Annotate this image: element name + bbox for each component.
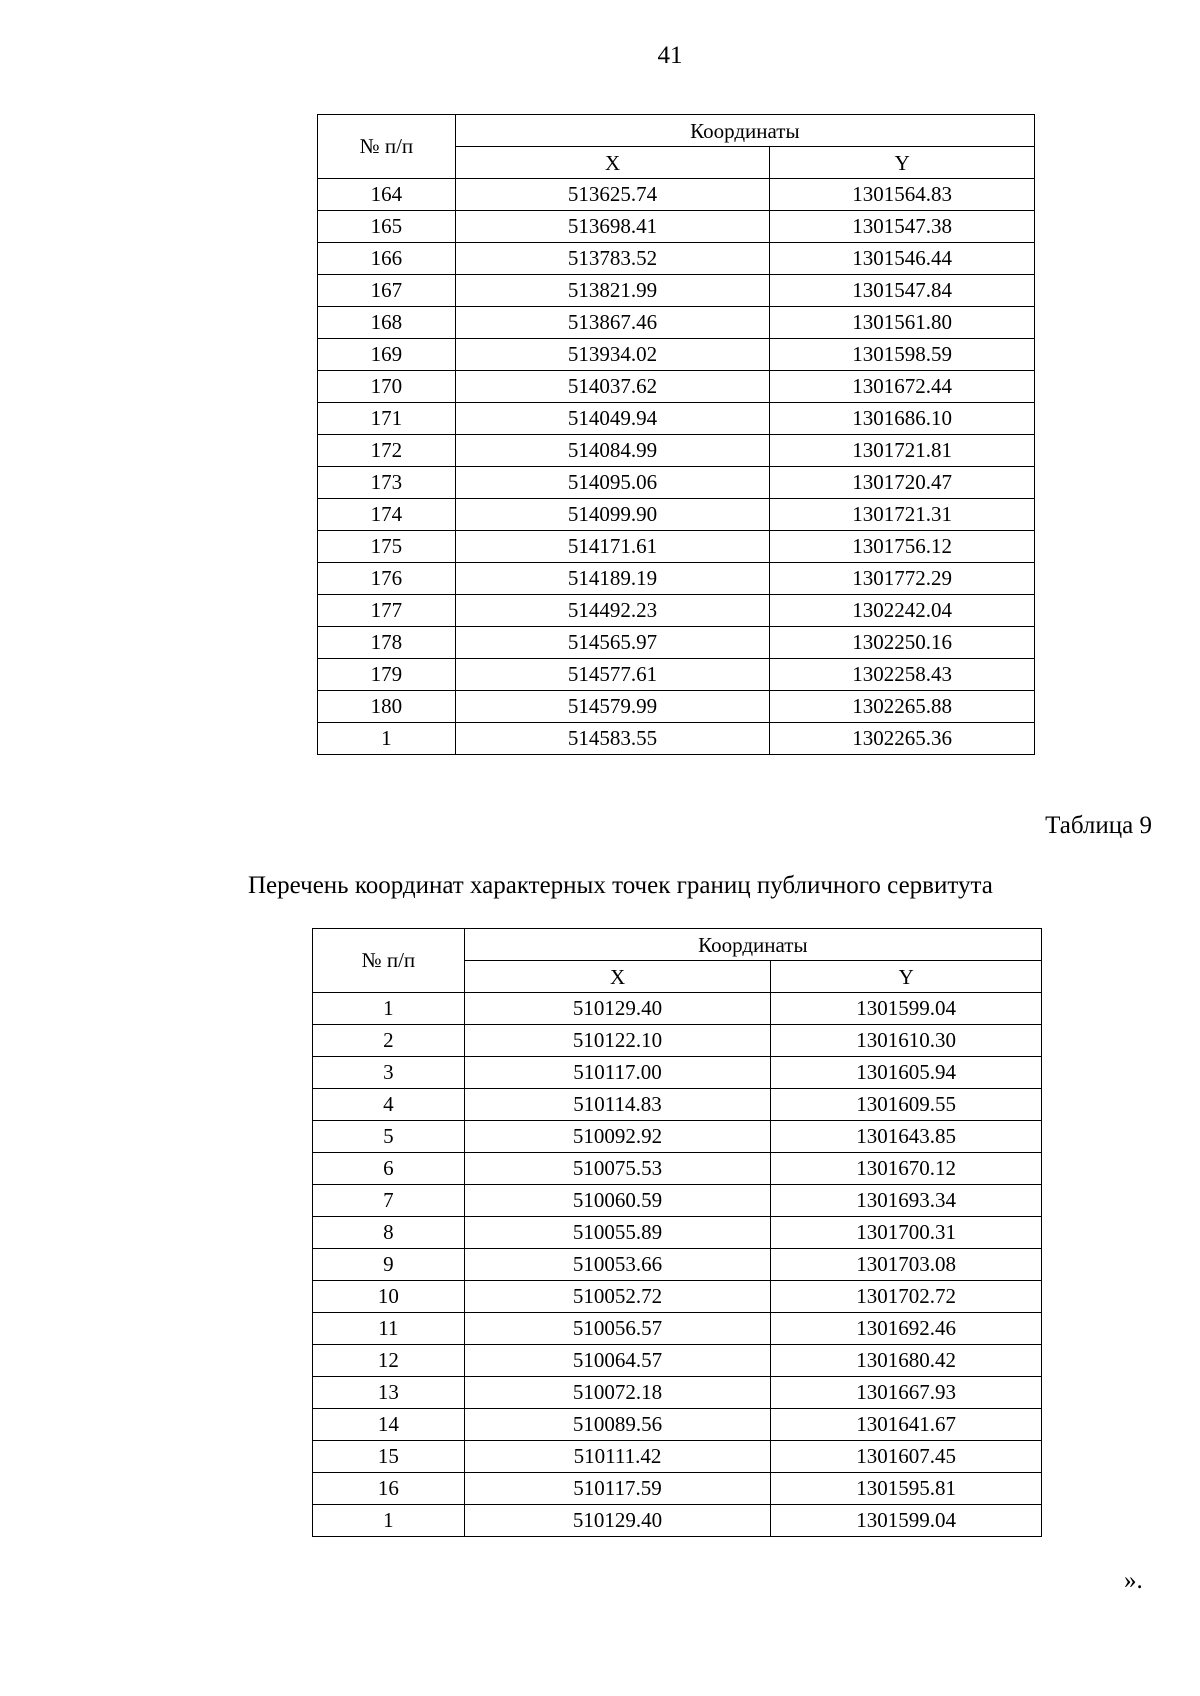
table-row bbox=[313, 1409, 1042, 1441]
y-coordinate-cell: 1301756.12 bbox=[770, 531, 1035, 563]
x-coordinate-cell: 513821.99 bbox=[455, 275, 770, 307]
table-row bbox=[318, 595, 1035, 627]
table-row bbox=[318, 211, 1035, 243]
y-coordinate-cell: 1301564.83 bbox=[770, 179, 1035, 211]
x-coordinate-cell: 513867.46 bbox=[455, 307, 770, 339]
point-number-cell: 13 bbox=[313, 1377, 465, 1409]
header-y: Y bbox=[771, 961, 1042, 993]
x-coordinate-cell: 513698.41 bbox=[455, 211, 770, 243]
point-number-cell: 1 bbox=[313, 1505, 465, 1537]
point-number-cell: 177 bbox=[318, 595, 456, 627]
point-number-cell: 16 bbox=[313, 1473, 465, 1505]
table-row bbox=[318, 723, 1035, 755]
y-coordinate-cell: 1301721.81 bbox=[770, 435, 1035, 467]
header-x: X bbox=[464, 961, 771, 993]
x-coordinate-cell: 510056.57 bbox=[464, 1313, 771, 1345]
point-number-cell: 1 bbox=[318, 723, 456, 755]
table-row bbox=[318, 435, 1035, 467]
table-row bbox=[313, 1473, 1042, 1505]
x-coordinate-cell: 514565.97 bbox=[455, 627, 770, 659]
x-coordinate-cell: 510089.56 bbox=[464, 1409, 771, 1441]
header-coordinates: Координаты bbox=[464, 929, 1041, 961]
x-coordinate-cell: 510122.10 bbox=[464, 1025, 771, 1057]
table-row bbox=[313, 1185, 1042, 1217]
table-row bbox=[318, 403, 1035, 435]
table-row bbox=[313, 1217, 1042, 1249]
y-coordinate-cell: 1301595.81 bbox=[771, 1473, 1042, 1505]
y-coordinate-cell: 1301700.31 bbox=[771, 1217, 1042, 1249]
table-row bbox=[318, 307, 1035, 339]
y-coordinate-cell: 1301607.45 bbox=[771, 1441, 1042, 1473]
y-coordinate-cell: 1301546.44 bbox=[770, 243, 1035, 275]
x-coordinate-cell: 514084.99 bbox=[455, 435, 770, 467]
y-coordinate-cell: 1301547.84 bbox=[770, 275, 1035, 307]
y-coordinate-cell: 1301772.29 bbox=[770, 563, 1035, 595]
x-coordinate-cell: 510064.57 bbox=[464, 1345, 771, 1377]
y-coordinate-cell: 1302250.16 bbox=[770, 627, 1035, 659]
table-row bbox=[313, 1313, 1042, 1345]
x-coordinate-cell: 510114.83 bbox=[464, 1089, 771, 1121]
y-coordinate-cell: 1301667.93 bbox=[771, 1377, 1042, 1409]
table-row bbox=[313, 1121, 1042, 1153]
table-row bbox=[318, 275, 1035, 307]
x-coordinate-cell: 514583.55 bbox=[455, 723, 770, 755]
point-number-cell: 172 bbox=[318, 435, 456, 467]
table-row bbox=[318, 467, 1035, 499]
y-coordinate-cell: 1301702.72 bbox=[771, 1281, 1042, 1313]
point-number-cell: 168 bbox=[318, 307, 456, 339]
point-number-cell: 2 bbox=[313, 1025, 465, 1057]
point-number-cell: 8 bbox=[313, 1217, 465, 1249]
x-coordinate-cell: 510075.53 bbox=[464, 1153, 771, 1185]
table-row bbox=[313, 1345, 1042, 1377]
x-coordinate-cell: 513783.52 bbox=[455, 243, 770, 275]
point-number-cell: 174 bbox=[318, 499, 456, 531]
table-title: Перечень координат характерных точек границ публичного сервитута bbox=[248, 872, 993, 899]
y-coordinate-cell: 1302265.36 bbox=[770, 723, 1035, 755]
coordinates-table-top bbox=[317, 114, 1035, 755]
y-coordinate-cell: 1301670.12 bbox=[771, 1153, 1042, 1185]
point-number-cell: 165 bbox=[318, 211, 456, 243]
point-number-cell: 15 bbox=[313, 1441, 465, 1473]
x-coordinate-cell: 514492.23 bbox=[455, 595, 770, 627]
point-number-cell: 6 bbox=[313, 1153, 465, 1185]
y-coordinate-cell: 1301692.46 bbox=[771, 1313, 1042, 1345]
point-number-cell: 4 bbox=[313, 1089, 465, 1121]
x-coordinate-cell: 513625.74 bbox=[455, 179, 770, 211]
y-coordinate-cell: 1301703.08 bbox=[771, 1249, 1042, 1281]
x-coordinate-cell: 514171.61 bbox=[455, 531, 770, 563]
point-number-cell: 179 bbox=[318, 659, 456, 691]
y-coordinate-cell: 1302258.43 bbox=[770, 659, 1035, 691]
point-number-cell: 7 bbox=[313, 1185, 465, 1217]
point-number-cell: 12 bbox=[313, 1345, 465, 1377]
x-coordinate-cell: 510053.66 bbox=[464, 1249, 771, 1281]
point-number-cell: 166 bbox=[318, 243, 456, 275]
closing-quote: ». bbox=[1124, 1567, 1143, 1594]
y-coordinate-cell: 1301599.04 bbox=[771, 1505, 1042, 1537]
point-number-cell: 1 bbox=[313, 993, 465, 1025]
table-row bbox=[318, 563, 1035, 595]
table-row bbox=[313, 1249, 1042, 1281]
point-number-cell: 178 bbox=[318, 627, 456, 659]
x-coordinate-cell: 510060.59 bbox=[464, 1185, 771, 1217]
y-coordinate-cell: 1302265.88 bbox=[770, 691, 1035, 723]
point-number-cell: 14 bbox=[313, 1409, 465, 1441]
table-row bbox=[313, 1057, 1042, 1089]
header-x: X bbox=[455, 147, 770, 179]
x-coordinate-cell: 513934.02 bbox=[455, 339, 770, 371]
table-row bbox=[313, 1089, 1042, 1121]
point-number-cell: 9 bbox=[313, 1249, 465, 1281]
point-number-cell: 5 bbox=[313, 1121, 465, 1153]
point-number-cell: 173 bbox=[318, 467, 456, 499]
y-coordinate-cell: 1301610.30 bbox=[771, 1025, 1042, 1057]
x-coordinate-cell: 510117.00 bbox=[464, 1057, 771, 1089]
y-coordinate-cell: 1301680.42 bbox=[771, 1345, 1042, 1377]
x-coordinate-cell: 514099.90 bbox=[455, 499, 770, 531]
x-coordinate-cell: 510117.59 bbox=[464, 1473, 771, 1505]
table-row bbox=[318, 531, 1035, 563]
page-number: 41 bbox=[657, 42, 683, 69]
y-coordinate-cell: 1301686.10 bbox=[770, 403, 1035, 435]
y-coordinate-cell: 1301720.47 bbox=[770, 467, 1035, 499]
table-row bbox=[318, 179, 1035, 211]
point-number-cell: 11 bbox=[313, 1313, 465, 1345]
x-coordinate-cell: 510072.18 bbox=[464, 1377, 771, 1409]
x-coordinate-cell: 514579.99 bbox=[455, 691, 770, 723]
y-coordinate-cell: 1301598.59 bbox=[770, 339, 1035, 371]
table-row bbox=[318, 339, 1035, 371]
table-row bbox=[313, 1377, 1042, 1409]
point-number-cell: 10 bbox=[313, 1281, 465, 1313]
y-coordinate-cell: 1301609.55 bbox=[771, 1089, 1042, 1121]
x-coordinate-cell: 514577.61 bbox=[455, 659, 770, 691]
point-number-cell: 176 bbox=[318, 563, 456, 595]
point-number-cell: 169 bbox=[318, 339, 456, 371]
header-y: Y bbox=[770, 147, 1035, 179]
table-row bbox=[318, 627, 1035, 659]
point-number-cell: 3 bbox=[313, 1057, 465, 1089]
table-row bbox=[318, 499, 1035, 531]
table-row bbox=[313, 1281, 1042, 1313]
x-coordinate-cell: 510111.42 bbox=[464, 1441, 771, 1473]
table-row bbox=[318, 659, 1035, 691]
table-row bbox=[313, 1153, 1042, 1185]
x-coordinate-cell: 514049.94 bbox=[455, 403, 770, 435]
table-number: Таблица 9 bbox=[1045, 812, 1152, 839]
header-number: № п/п bbox=[313, 929, 465, 993]
header-coordinates: Координаты bbox=[455, 115, 1034, 147]
y-coordinate-cell: 1301672.44 bbox=[770, 371, 1035, 403]
point-number-cell: 171 bbox=[318, 403, 456, 435]
header-number: № п/п bbox=[318, 115, 456, 179]
table-row bbox=[318, 371, 1035, 403]
table-row bbox=[313, 993, 1042, 1025]
x-coordinate-cell: 514189.19 bbox=[455, 563, 770, 595]
y-coordinate-cell: 1301721.31 bbox=[770, 499, 1035, 531]
point-number-cell: 180 bbox=[318, 691, 456, 723]
x-coordinate-cell: 510092.92 bbox=[464, 1121, 771, 1153]
x-coordinate-cell: 514095.06 bbox=[455, 467, 770, 499]
table-row bbox=[318, 243, 1035, 275]
x-coordinate-cell: 510052.72 bbox=[464, 1281, 771, 1313]
y-coordinate-cell: 1301547.38 bbox=[770, 211, 1035, 243]
table-row bbox=[313, 1505, 1042, 1537]
point-number-cell: 175 bbox=[318, 531, 456, 563]
y-coordinate-cell: 1301643.85 bbox=[771, 1121, 1042, 1153]
x-coordinate-cell: 510055.89 bbox=[464, 1217, 771, 1249]
x-coordinate-cell: 510129.40 bbox=[464, 993, 771, 1025]
y-coordinate-cell: 1301605.94 bbox=[771, 1057, 1042, 1089]
table-row bbox=[318, 691, 1035, 723]
coordinates-table-bottom bbox=[312, 928, 1042, 1537]
point-number-cell: 167 bbox=[318, 275, 456, 307]
y-coordinate-cell: 1301641.67 bbox=[771, 1409, 1042, 1441]
table-row bbox=[313, 1025, 1042, 1057]
table-row bbox=[313, 1441, 1042, 1473]
x-coordinate-cell: 510129.40 bbox=[464, 1505, 771, 1537]
y-coordinate-cell: 1301599.04 bbox=[771, 993, 1042, 1025]
point-number-cell: 170 bbox=[318, 371, 456, 403]
y-coordinate-cell: 1301693.34 bbox=[771, 1185, 1042, 1217]
x-coordinate-cell: 514037.62 bbox=[455, 371, 770, 403]
point-number-cell: 164 bbox=[318, 179, 456, 211]
y-coordinate-cell: 1301561.80 bbox=[770, 307, 1035, 339]
y-coordinate-cell: 1302242.04 bbox=[770, 595, 1035, 627]
